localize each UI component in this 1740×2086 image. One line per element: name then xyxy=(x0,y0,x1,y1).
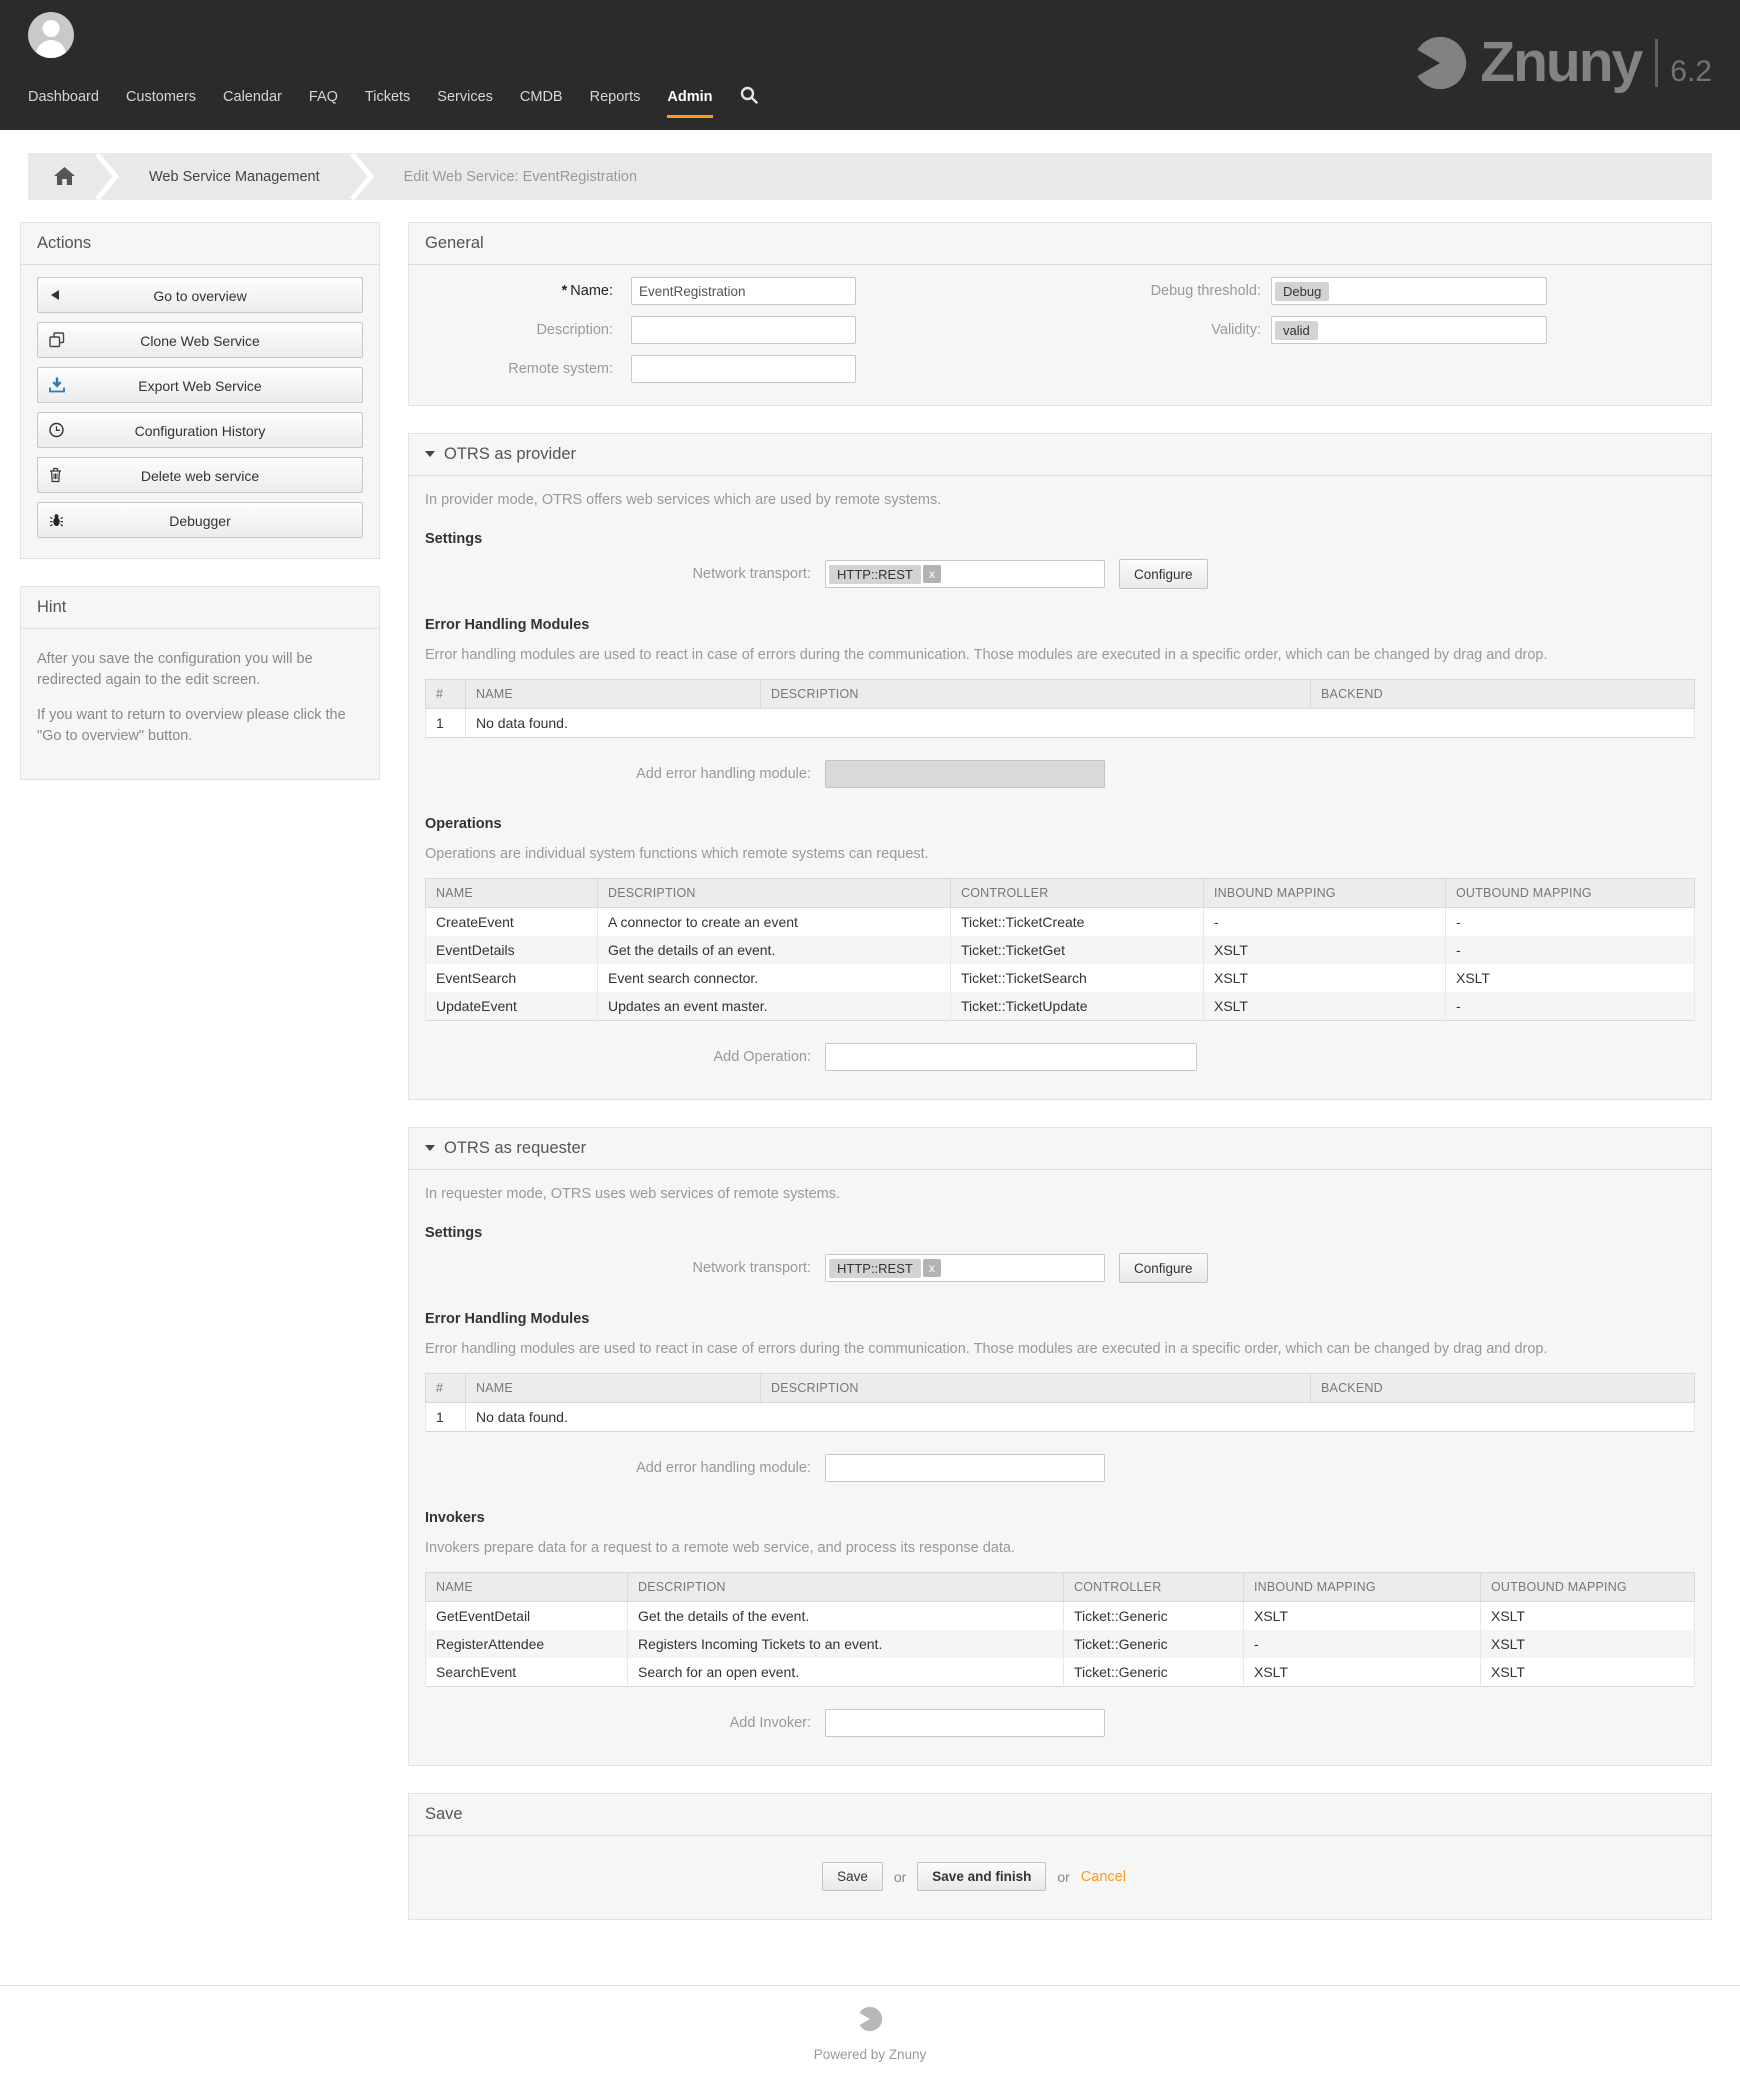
export-web-service-button[interactable] xyxy=(37,367,363,403)
operation-controller: Ticket::TicketSearch xyxy=(951,964,1204,992)
operation-outbound: - xyxy=(1446,992,1695,1021)
button-label: Delete web service xyxy=(140,468,260,484)
nav-item-reports[interactable]: Reports xyxy=(589,89,641,105)
operation-inbound: XSLT xyxy=(1204,992,1446,1021)
nav-item-dashboard[interactable]: Dashboard xyxy=(28,89,99,105)
nav-item-admin[interactable]: Admin xyxy=(667,89,712,118)
column-header: INBOUND MAPPING xyxy=(1244,1573,1481,1602)
operations-table xyxy=(425,878,1695,1021)
table-row xyxy=(426,1630,1695,1658)
empty-message: No data found. xyxy=(466,709,1695,738)
operation-description: Event search connector. xyxy=(598,964,951,992)
column-header: DESCRIPTION xyxy=(761,680,1311,709)
operation-outbound: - xyxy=(1446,908,1695,937)
hint-paragraph: After you save the configuration you will be redirected again to the edit screen. xyxy=(37,651,313,689)
clone-icon xyxy=(49,332,65,348)
column-header: BACKEND xyxy=(1311,680,1695,709)
znuny-logo-icon xyxy=(1412,35,1468,91)
description-label: Description: xyxy=(536,322,613,338)
delete-web-service-button[interactable] xyxy=(37,457,363,493)
configure-button[interactable]: Configure xyxy=(1119,559,1208,589)
nav-item-customers[interactable]: Customers xyxy=(125,89,197,105)
invoker-controller: Ticket::Generic xyxy=(1064,1658,1244,1687)
remote-system-field[interactable] xyxy=(631,355,856,383)
add-operation-label: Add Operation: xyxy=(713,1049,811,1066)
button-label: Configuration History xyxy=(134,423,266,439)
table-row xyxy=(426,992,1695,1021)
top-header xyxy=(0,0,1740,130)
znuny-logo xyxy=(1412,30,1712,94)
column-header: OUTBOUND MAPPING xyxy=(1481,1573,1695,1602)
debug-threshold-select[interactable] xyxy=(1271,277,1547,305)
nav-item-tickets[interactable]: Tickets xyxy=(364,89,411,105)
column-header: DESCRIPTION xyxy=(761,1374,1311,1403)
error-handling-description: Error handling modules are used to react in case of errors during the communication. Those modules are executed in a specific order, which can be changed by drag and drop. xyxy=(425,1341,1548,1358)
description-field[interactable] xyxy=(631,316,856,344)
avatar-body xyxy=(36,40,66,58)
remove-tag-button[interactable]: x xyxy=(923,1259,941,1277)
operations-heading: Operations xyxy=(425,816,502,833)
nav-item-faq[interactable]: FAQ xyxy=(308,89,338,105)
breadcrumb-current-page: Edit Web Service: EventRegistration xyxy=(403,168,638,185)
cancel-link[interactable]: Cancel xyxy=(1080,1868,1126,1885)
network-transport-label: Network transport: xyxy=(692,566,811,583)
operation-inbound: XSLT xyxy=(1204,964,1446,992)
save-title: Save xyxy=(409,1794,1711,1836)
column-header: DESCRIPTION xyxy=(598,879,951,908)
invokers-table xyxy=(425,1572,1695,1687)
validity-label: Validity: xyxy=(1211,322,1261,338)
or-text: or xyxy=(1057,1868,1070,1885)
collapse-toggle-icon xyxy=(425,1145,435,1151)
znuny-logo-text: Znuny xyxy=(1480,30,1642,94)
operation-inbound: - xyxy=(1204,908,1446,937)
operation-description: A connector to create an event xyxy=(598,908,951,937)
network-transport-select[interactable] xyxy=(825,560,1105,588)
column-header: NAME xyxy=(466,680,761,709)
operation-description: Get the details of an event. xyxy=(598,936,951,964)
invoker-controller: Ticket::Generic xyxy=(1064,1630,1244,1658)
znuny-footer-icon xyxy=(857,2006,883,2032)
add-invoker-label: Add Invoker: xyxy=(729,1715,811,1732)
save-widget xyxy=(408,1793,1712,1920)
invokers-description: Invokers prepare data for a request to a remote web service, and process its response data. xyxy=(425,1540,1015,1557)
remove-tag-button[interactable]: x xyxy=(923,565,941,583)
operations-description: Operations are individual system functions which remote systems can request. xyxy=(425,846,929,863)
error-handling-heading: Error Handling Modules xyxy=(425,617,590,634)
button-label: Export Web Service xyxy=(138,378,262,394)
provider-widget xyxy=(408,433,1712,1100)
add-error-handling-label: Add error handling module: xyxy=(636,766,811,783)
actions-widget xyxy=(20,222,380,559)
network-transport-tag: HTTP::REST xyxy=(829,1259,921,1278)
network-transport-select[interactable] xyxy=(825,1254,1105,1282)
hint-paragraph: If you want to return to overview please click the "Go to overview" button. xyxy=(37,707,346,745)
logo-version: 6.2 xyxy=(1670,55,1712,88)
operation-description: Updates an event master. xyxy=(598,992,951,1021)
invoker-description: Search for an open event. xyxy=(628,1658,1064,1687)
remote-system-label: Remote system: xyxy=(508,361,613,377)
operation-outbound: - xyxy=(1446,936,1695,964)
requester-error-handling-table xyxy=(425,1373,1695,1432)
settings-heading: Settings xyxy=(425,1225,483,1242)
column-header: NAME xyxy=(426,879,598,908)
operation-controller: Ticket::TicketGet xyxy=(951,936,1204,964)
chevron-separator-icon xyxy=(350,153,374,200)
configure-button[interactable]: Configure xyxy=(1119,1253,1208,1283)
error-handling-description: Error handling modules are used to react in case of errors during the communication. Those modules are executed in a specific order, which can be changed by drag and drop. xyxy=(425,647,1548,664)
error-handling-heading: Error Handling Modules xyxy=(425,1311,590,1328)
requester-title: OTRS as requester xyxy=(444,1139,587,1158)
add-error-handling-select[interactable] xyxy=(825,1454,1105,1482)
actions-title: Actions xyxy=(21,223,379,265)
save-button[interactable]: Save xyxy=(822,1862,883,1891)
operation-controller: Ticket::TicketUpdate xyxy=(951,992,1204,1021)
invoker-outbound: XSLT xyxy=(1481,1630,1695,1658)
table-row xyxy=(426,964,1695,992)
provider-intro: In provider mode, OTRS offers web services which are used by remote systems. xyxy=(425,492,942,508)
general-title: General xyxy=(409,223,1711,265)
invoker-controller: Ticket::Generic xyxy=(1064,1602,1244,1631)
column-header: # xyxy=(426,1374,466,1403)
debugger-button[interactable] xyxy=(37,502,363,538)
operation-inbound: XSLT xyxy=(1204,936,1446,964)
table-row xyxy=(426,908,1695,937)
or-text: or xyxy=(893,1868,907,1885)
column-header: NAME xyxy=(426,1573,628,1602)
column-header: NAME xyxy=(466,1374,761,1403)
operation-link[interactable]: EventDetails xyxy=(426,936,598,964)
history-clock-icon xyxy=(49,423,64,438)
general-widget xyxy=(408,222,1712,406)
nav-item-calendar[interactable]: Calendar xyxy=(223,89,282,105)
table-row xyxy=(426,1602,1695,1631)
hint-widget xyxy=(20,586,380,780)
operation-link[interactable]: UpdateEvent xyxy=(426,992,598,1021)
add-error-handling-label: Add error handling module: xyxy=(636,1460,811,1477)
operation-link[interactable]: CreateEvent xyxy=(426,908,598,937)
search-icon[interactable] xyxy=(740,86,758,118)
column-header: CONTROLLER xyxy=(951,879,1204,908)
avatar-head xyxy=(43,20,60,37)
add-operation-select[interactable] xyxy=(825,1043,1197,1071)
provider-error-handling-table xyxy=(425,679,1695,738)
go-to-overview-button[interactable] xyxy=(37,277,363,313)
provider-title: OTRS as provider xyxy=(444,445,577,463)
hint-title: Hint xyxy=(21,587,379,629)
page-footer xyxy=(0,1985,1740,2086)
invoker-inbound: XSLT xyxy=(1244,1602,1481,1631)
sidebar xyxy=(20,222,380,807)
requester-widget xyxy=(408,1127,1712,1766)
required-marker: * xyxy=(561,283,568,299)
chevron-separator-icon xyxy=(95,153,119,200)
bug-icon xyxy=(49,513,64,528)
invoker-link[interactable]: RegisterAttendee xyxy=(426,1630,628,1658)
column-header: DESCRIPTION xyxy=(628,1573,1064,1602)
validity-tag: valid xyxy=(1275,321,1318,340)
export-download-icon xyxy=(49,378,65,393)
requester-intro: In requester mode, OTRS uses web services of remote systems. xyxy=(425,1186,841,1203)
invoker-description: Get the details of the event. xyxy=(628,1602,1064,1631)
column-header: CONTROLLER xyxy=(1064,1573,1244,1602)
column-header: OUTBOUND MAPPING xyxy=(1446,879,1695,908)
breadcrumb xyxy=(28,153,1712,200)
column-header: BACKEND xyxy=(1311,1374,1695,1403)
main-content xyxy=(408,222,1712,1947)
table-row xyxy=(426,709,1695,738)
collapse-toggle-icon xyxy=(425,451,435,457)
invoker-description: Registers Incoming Tickets to an event. xyxy=(628,1630,1064,1658)
trash-icon xyxy=(49,468,62,483)
main-nav xyxy=(28,86,758,118)
table-row xyxy=(426,936,1695,964)
logo-divider xyxy=(1655,39,1658,87)
name-label: * Name: xyxy=(561,283,613,299)
nav-item-services[interactable]: Services xyxy=(437,89,493,105)
invoker-outbound: XSLT xyxy=(1481,1658,1695,1687)
requester-header[interactable] xyxy=(409,1128,1711,1170)
invoker-link[interactable]: GetEventDetail xyxy=(426,1602,628,1631)
operation-outbound: XSLT xyxy=(1446,964,1695,992)
invoker-inbound: XSLT xyxy=(1244,1658,1481,1687)
table-row xyxy=(426,1658,1695,1687)
invoker-link[interactable]: SearchEvent xyxy=(426,1658,628,1687)
add-invoker-select[interactable] xyxy=(825,1709,1105,1737)
column-header: INBOUND MAPPING xyxy=(1204,879,1446,908)
invoker-outbound: XSLT xyxy=(1481,1602,1695,1631)
operation-link[interactable]: EventSearch xyxy=(426,964,598,992)
debug-threshold-label: Debug threshold: xyxy=(1150,283,1261,299)
table-row xyxy=(426,1403,1695,1432)
configuration-history-button[interactable] xyxy=(37,412,363,448)
nav-item-cmdb[interactable]: CMDB xyxy=(519,89,563,105)
row-number: 1 xyxy=(426,709,466,738)
powered-by-text: Powered by Znuny xyxy=(813,2047,927,2063)
debug-threshold-tag: Debug xyxy=(1275,282,1329,301)
invokers-heading: Invokers xyxy=(425,1510,485,1527)
column-header: # xyxy=(426,680,466,709)
breadcrumb-web-service-management[interactable]: Web Service Management xyxy=(149,168,320,185)
name-field[interactable] xyxy=(631,277,856,305)
settings-heading: Settings xyxy=(425,531,483,548)
home-icon[interactable] xyxy=(28,167,95,186)
empty-message: No data found. xyxy=(466,1403,1695,1432)
network-transport-tag: HTTP::REST xyxy=(829,565,921,584)
operation-controller: Ticket::TicketCreate xyxy=(951,908,1204,937)
invoker-inbound: - xyxy=(1244,1630,1481,1658)
button-label: Go to overview xyxy=(153,288,247,304)
validity-select[interactable] xyxy=(1271,316,1547,344)
button-label: Clone Web Service xyxy=(140,333,260,349)
add-error-handling-select xyxy=(825,760,1105,788)
save-and-finish-button[interactable]: Save and finish xyxy=(917,1862,1046,1891)
back-icon xyxy=(49,289,60,301)
avatar[interactable] xyxy=(28,12,74,58)
clone-web-service-button[interactable] xyxy=(37,322,363,358)
row-number: 1 xyxy=(426,1403,466,1432)
button-label: Debugger xyxy=(169,513,231,529)
network-transport-label: Network transport: xyxy=(692,1260,811,1277)
provider-header[interactable] xyxy=(409,434,1711,476)
